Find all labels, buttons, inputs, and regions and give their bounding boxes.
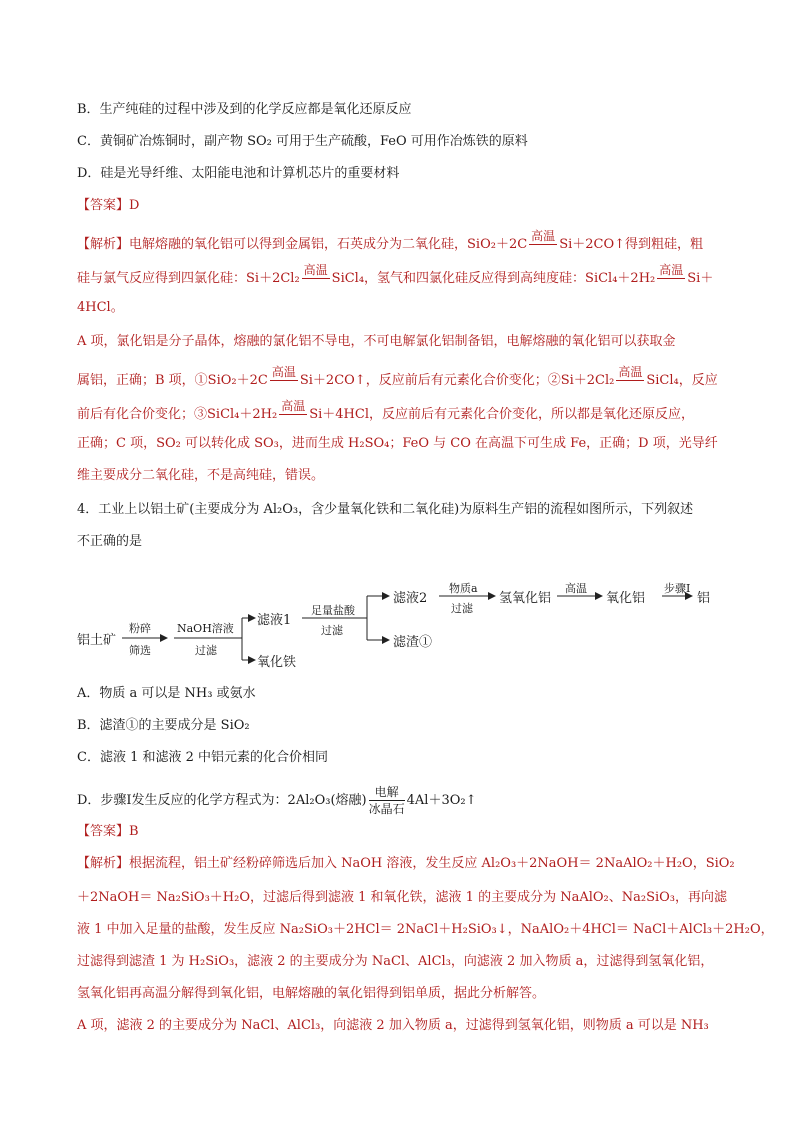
flow-filtrate1: 滤液1: [257, 613, 292, 628]
flow-aluminum: 铝: [697, 591, 711, 606]
flow-al-hydroxide: 氢氧化铝: [499, 591, 552, 606]
option-a-q4: A．物质 a 可以是 NH₃ 或氨水: [77, 686, 256, 701]
analysis-q3-line3: 4HCl。: [77, 300, 124, 315]
explain-q3-line4: 正确；C 项，SO₂ 可以转化成 SO₃，进而生成 H₂SO₄；FeO 与 CO 在高温下可生成 Fe，正确；D 项，光导纤: [77, 436, 718, 451]
option-c-q4: C．滤液 1 和滤液 2 中铝元素的化合价相同: [77, 750, 329, 765]
flow-label-crush: 粉碎: [129, 622, 151, 635]
question-4-line2: 不正确的是: [77, 534, 143, 549]
analysis-q3-line2: [77, 264, 713, 284]
flow-label-filter1: 过滤: [195, 644, 217, 657]
flow-bauxite: 铝土矿: [77, 633, 117, 648]
flow-iron-oxide: 氧化铁: [257, 655, 297, 670]
reaction-condition: 高温: [281, 399, 306, 413]
analysis-tag: 【解析】: [77, 856, 130, 871]
option-d-q4: [77, 785, 477, 816]
analysis-q4-line3: 液 1 中加入足量的盐酸，发生反应 Na₂SiO₃＋2HCl＝ 2NaCl＋H₂SiO₃↓，NaAlO₂＋4HCl＝ NaCl＋AlCl₃＋2H₂O，: [77, 922, 774, 937]
flow-label-substance-a: 物质a: [449, 582, 478, 595]
analysis-q3-line1: [77, 230, 703, 250]
flow-alumina: 氧化铝: [606, 591, 646, 606]
option-d-text: D．步骤Ⅰ发生反应的化学方程式为：2Al₂O₃(熔融): [77, 793, 367, 808]
analysis-tag: 【解析】: [77, 237, 130, 252]
flow-label-screen: 筛选: [129, 644, 151, 657]
analysis-text: SiCl₄，氢气和四氯化硅反应得到高纯度硅：SiCl₄＋2H₂: [331, 271, 656, 286]
process-flow-diagram: [77, 580, 727, 680]
analysis-text: Si＋: [687, 271, 714, 286]
flow-label-filter2: 过滤: [321, 624, 343, 637]
question-4-line1: 4．工业上以铝土矿(主要成分为 Al₂O₃，含少量氧化铁和二氧化硅)为原料生产铝的流程如图所示，下列叙述: [77, 502, 694, 517]
explain-text: SiCl₄，反应: [646, 373, 718, 388]
analysis-text: 电解熔融的氧化铝可以得到金属铝，石英成分为二氧化硅，SiO₂＋2C: [129, 237, 528, 252]
analysis-q4-line2: ＋2NaOH＝ Na₂SiO₃＋H₂O，过滤后得到滤液 1 和氧化铁，滤液 1 的主要成分为 NaAlO₂、Na₂SiO₃，再向滤: [77, 890, 728, 905]
explain-text: 属铝，正确；B 项，①SiO₂＋2C: [77, 373, 268, 388]
explain-text: Si＋2CO↑，反应前后有元素化合价变化；②Si＋2Cl₂: [299, 373, 615, 388]
option-b-q4: B．滤渣①的主要成分是 SiO₂: [77, 718, 250, 733]
explain-text: 前后有化合价变化；③SiCl₄＋2H₂: [77, 407, 278, 422]
explain-q3-line5: 维主要成分二氧化硅，不是高纯硅，错误。: [77, 468, 325, 483]
option-c-prev: C．黄铜矿冶炼铜时，副产物 SO₂ 可用于生产硫酸，FeO 可用作冶炼铁的原料: [77, 134, 528, 149]
analysis-text: 根据流程，铝土矿经粉碎筛选后加入 NaOH 溶液，发生反应 Al₂O₃＋2NaOH＝ 2NaAlO₂＋H₂O，SiO₂: [129, 856, 735, 871]
answer-label-q4: 【答案】B: [77, 824, 139, 839]
flow-label-hcl: 足量盐酸: [311, 604, 355, 617]
option-d-prev: D．硅是光导纤维、太阳能电池和计算机芯片的重要材料: [77, 166, 400, 181]
flow-filtrate2: 滤液2: [393, 591, 428, 606]
flow-label-step1: 步骤Ⅰ: [664, 582, 691, 595]
explain-text: Si＋4HCl，反应前后有元素化合价变化，所以都是氧化还原反应，: [309, 407, 694, 422]
analysis-q4-line4: 过滤得到滤渣 1 为 H₂SiO₃，滤液 2 的主要成分为 NaCl、AlCl₃，向滤液 2 加入物质 a，过滤得到氢氧化铝，: [77, 954, 714, 969]
explain-q3-line3: [77, 400, 694, 420]
flow-label-filter3: 过滤: [451, 602, 473, 615]
option-d-text: 4Al＋3O₂↑: [406, 793, 477, 808]
reaction-condition: 高温: [659, 263, 684, 277]
analysis-text: Si＋2CO↑得到粗硅，粗: [559, 237, 704, 252]
explain-q3-line1: A 项，氯化铝是分子晶体，熔融的氯化铝不导电，不可电解氯化铝制备铝，电解熔融的氧化铝可以获取金: [77, 334, 676, 349]
reaction-condition: 高温: [271, 365, 296, 379]
analysis-q4-line1: [77, 854, 735, 874]
reaction-condition: 高温: [531, 229, 556, 243]
answer-label-q3: 【答案】D: [77, 198, 140, 213]
explain-q3-line2: [77, 366, 718, 386]
analysis-q4-line5: 氢氧化铝再高温分解得到氧化铝，电解熔融的氧化铝得到铝单质，据此分析解答。: [77, 986, 546, 1001]
reaction-condition: 高温: [303, 263, 328, 277]
flow-label-naoh: NaOH溶液: [177, 622, 234, 635]
reaction-condition: 高温: [618, 365, 643, 379]
electrolysis-condition: 电解 冰晶石: [368, 785, 405, 816]
analysis-text: 硅与氯气反应得到四氯化硅：Si＋2Cl₂: [77, 271, 300, 286]
flow-residue1: 滤渣①: [393, 635, 433, 650]
explain-q4-line1: A 项，滤液 2 的主要成分为 NaCl、AlCl₃，向滤液 2 加入物质 a，过滤得到氢氧化铝，则物质 a 可以是 NH₃: [77, 1018, 709, 1033]
flow-label-high-temp: 高温: [565, 582, 587, 595]
option-b-prev: B．生产纯硅的过程中涉及到的化学反应都是氧化还原反应: [77, 102, 412, 117]
